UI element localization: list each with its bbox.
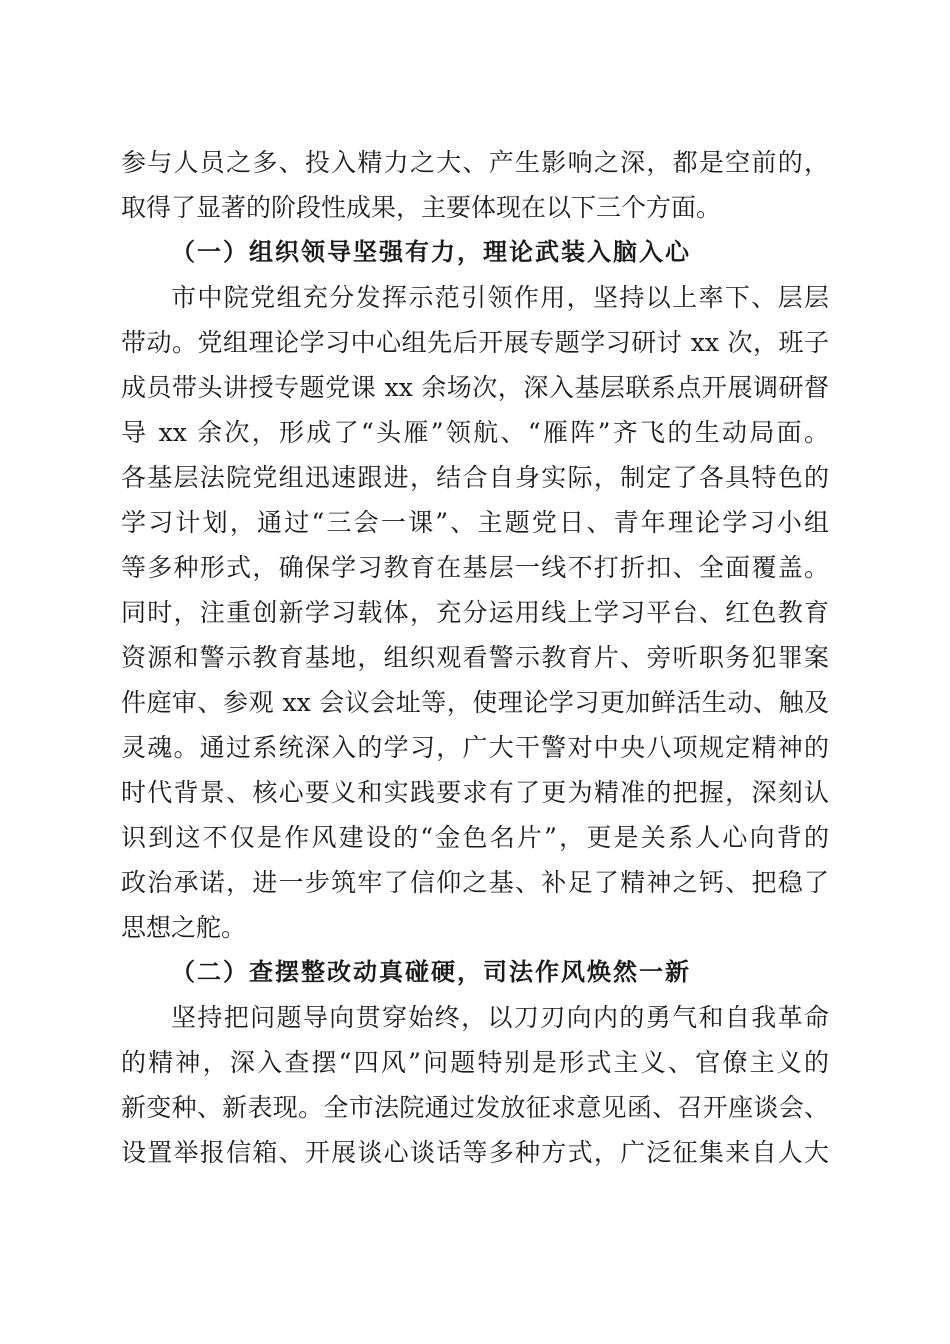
- section1-line-1: 市中院党组充分发挥示范引领作用，坚持以上率下、层层: [171, 283, 829, 312]
- section1-line-6: 学习计划，通过“三会一课”、主题党日、青年理论学习小组: [121, 508, 829, 537]
- section1-line-8: 同时，注重创新学习载体，充分运用线上学习平台、红色教育: [121, 598, 829, 627]
- intro-line-2: 取得了显著的阶段性成果，主要体现在以下三个方面。: [121, 193, 722, 222]
- section1-line-12: 时代背景、核心要义和实践要求有了更为精准的把握，深刻认: [121, 778, 829, 807]
- section1-line-4: 导 xx 余次，形成了“头雁”领航、“雁阵”齐飞的生动局面。: [121, 418, 829, 447]
- section1-line-15: 思想之舵。: [121, 913, 247, 942]
- section1-line-11: 灵魂。通过系统深入的学习，广大干警对中央八项规定精神的: [121, 733, 829, 762]
- section1-line-14: 政治承诺，进一步筑牢了信仰之基、补足了精神之钙、把稳了: [121, 868, 829, 897]
- section2-heading: （二）查摆整改动真碰硬，司法作风焕然一新: [171, 958, 691, 986]
- section1-line-10: 件庭审、参观 xx 会议会址等，使理论学习更加鲜活生动、触及: [121, 688, 829, 717]
- intro-line-1: 参与人员之多、投入精力之大、产生影响之深，都是空前的，: [121, 148, 829, 177]
- section1-line-5: 各基层法院党组迅速跟进，结合自身实际，制定了各具特色的: [121, 463, 829, 492]
- section1-line-9: 资源和警示教育基地，组织观看警示教育片、旁听职务犯罪案: [121, 643, 829, 672]
- section1-heading: （一）组织领导坚强有力，理论武装入脑入心: [171, 238, 691, 266]
- section1-line-7: 等多种形式，确保学习教育在基层一线不打折扣、全面覆盖。: [121, 553, 829, 582]
- section2-line-1: 坚持把问题导向贯穿始终，以刀刃向内的勇气和自我革命: [171, 1003, 829, 1032]
- section2-line-4: 设置举报信箱、开展谈心谈话等多种方式，广泛征集来自人大: [121, 1138, 829, 1167]
- section1-line-2: 带动。党组理论学习中心组先后开展专题学习研讨 xx 次，班子: [121, 328, 829, 357]
- section1-line-13: 识到这不仅是作风建设的“金色名片”，更是关系人心向背的: [121, 823, 829, 852]
- section1-line-3: 成员带头讲授专题党课 xx 余场次，深入基层联系点开展调研督: [121, 373, 829, 402]
- section2-line-2: 的精神，深入查摆“四风”问题特别是形式主义、官僚主义的: [121, 1048, 829, 1077]
- section2-line-3: 新变种、新表现。全市法院通过发放征求意见函、召开座谈会、: [121, 1093, 829, 1122]
